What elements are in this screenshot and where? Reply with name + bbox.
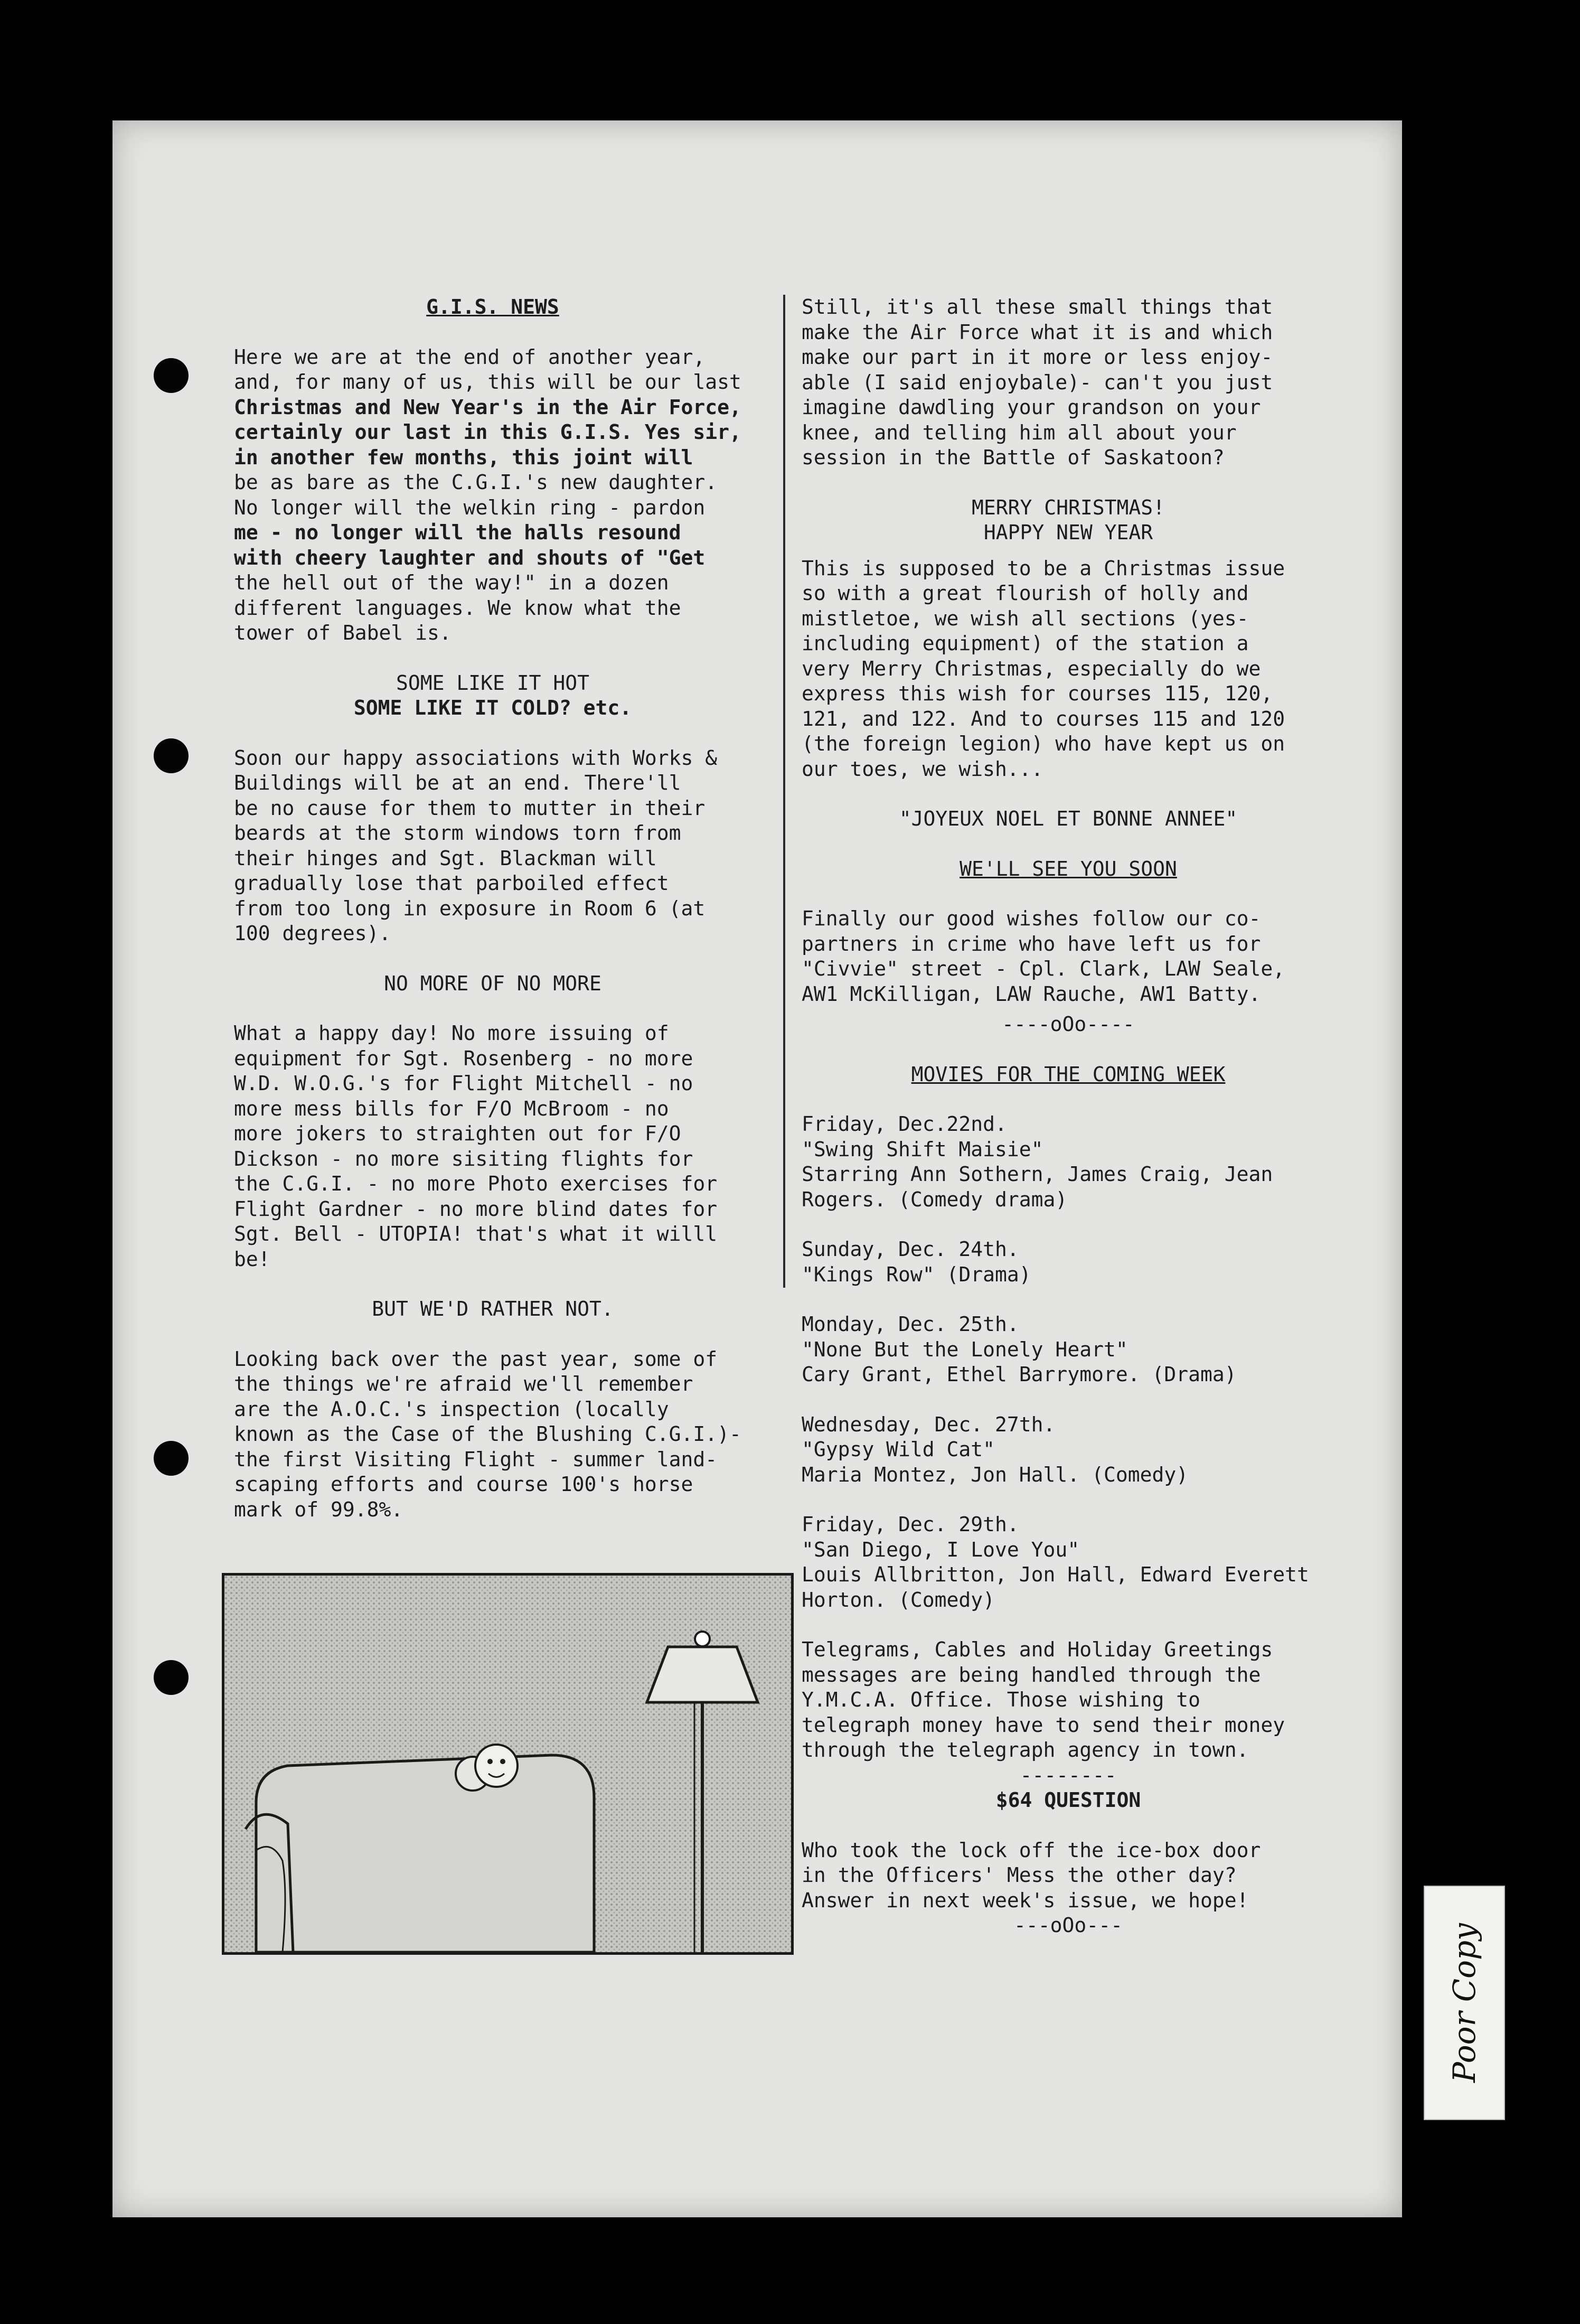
nomore-paragraph: What a happy day! No more issuing of equipment for Sgt. Rosenberg - no more W.D. W.O.G.'s for Flight Mitchell - no more mess bills for F/O McBroom - no more jokers to straighten out for F/O Dickson - no more sisiting flights for the C.G.I. - no more Photo exercises for Flight Gardner - no more blind dates for Sgt. Bell - UTOPIA! that's what it willl be! xyxy=(234,1022,718,1271)
movie-entry: Friday, Dec. 29th. "San Diego, I Love You" Louis Allbritton, Jon Hall, Edward Everett Horton. (Comedy) xyxy=(802,1513,1309,1611)
cartoon-illustration xyxy=(222,1573,794,1955)
xmas-paragraph: This is supposed to be a Christmas issue so with a great flourish of holly and mistletoe, we wish all sections (yes- including equipment) of the station a very Merry Christmas, especially do we express this wish for courses 115, 120, 121, and 122. And to courses 115 and 120 (the foreign legion) who have kept us on our toes, we wish... xyxy=(802,556,1285,781)
still-paragraph: Still, it's all these small things that make the Air Force what it is and which make our part in it more or less enjoy- able (I said enjoybale)- can't you just imagine dawdling your grandson on your knee, and telling him all about your session in the Battle of Saskatoon? xyxy=(802,295,1273,469)
archive-label: Poor Copy xyxy=(1424,1886,1505,2120)
movie-entry: Friday, Dec.22nd. "Swing Shift Maisie" Starring Ann Sothern, James Craig, Jean Rogers. (Comedy drama) xyxy=(802,1112,1273,1211)
rather-heading: BUT WE'D RATHER NOT. xyxy=(372,1297,614,1320)
movie-entry: Monday, Dec. 25th. "None But the Lonely Heart" Cary Grant, Ethel Barrymore. (Drama) xyxy=(802,1313,1237,1386)
movie-entry: Wednesday, Dec. 27th. "Gypsy Wild Cat" Maria Montez, Jon Hall. (Comedy) xyxy=(802,1412,1189,1486)
newsletter-page xyxy=(112,120,1402,2217)
separator: ---oOo--- xyxy=(1014,1914,1123,1937)
question-heading: $64 QUESTION xyxy=(995,1788,1141,1812)
movie-entry: Sunday, Dec. 24th. "Kings Row" (Drama) xyxy=(802,1238,1031,1286)
soon-heading: WE'LL SEE YOU SOON xyxy=(960,857,1177,880)
binder-hole xyxy=(154,738,189,773)
page-title: G.I.S. NEWS xyxy=(426,295,559,318)
merry-heading: MERRY CHRISTMAS! HAPPY NEW YEAR xyxy=(971,495,1165,544)
couch-lamp-drawing xyxy=(224,1576,791,1952)
rather-paragraph: Looking back over the past year, some of the things we're afraid we'll remember are the A.O.C.'s inspection (locally known as the Case of the Blushing C.G.I.)- the first Visiting Flight - summer land- scaping efforts and course 100's horse mark of 99.8%. xyxy=(234,1347,741,1521)
telegram-paragraph: Telegrams, Cables and Holiday Greetings messages are being handled through the Y.M.C.A. Office. Those wishing to telegraph money have to send their money through the telegraph agency in town. xyxy=(802,1638,1285,1761)
left-column xyxy=(234,295,751,1547)
movies-heading: MOVIES FOR THE COMING WEEK xyxy=(911,1062,1226,1086)
binder-hole xyxy=(154,1441,189,1476)
binder-hole xyxy=(154,358,189,393)
rule: -------- xyxy=(1020,1763,1117,1787)
question-paragraph: Who took the lock off the ice-box door in the Officers' Mess the other day? Answer in next week's issue, we hope! xyxy=(802,1838,1261,1912)
right-column xyxy=(802,295,1335,1963)
intro-paragraph: Here we are at the end of another year, and, for many of us, this will be our last Christmas and New Year's in the Air Force, certainly our last in this G.I.S. Yes sir, in another few months, this joint will be as bare as the C.G.I.'s new daughter. No longer will the welkin ring - pardon me - no longer will the halls resound with cheery laughter and shouts of "Get the hell out of the way!" in a dozen different languages. We know what the tower of Babel is. xyxy=(234,345,741,644)
soon-paragraph: Finally our good wishes follow our co- partners in crime who have left us for "Civvie" street - Cpl. Clark, LAW Seale, AW1 McKilligan, LAW Rauche, AW1 Batty. xyxy=(802,907,1285,1006)
hot-paragraph: Soon our happy associations with Works & Buildings will be at an end. There'll be no cause for them to mutter in their beards at the storm windows torn from their hinges and Sgt. Blackman will gradually lose that parboiled effect from too long in exposure in Room 6 (at 100 degrees). xyxy=(234,746,718,945)
joyeux-heading: "JOYEUX NOEL ET BONNE ANNEE" xyxy=(899,807,1238,830)
hot-heading: SOME LIKE IT HOT SOME LIKE IT COLD? etc. xyxy=(353,671,632,719)
column-divider xyxy=(783,295,785,1288)
nomore-heading: NO MORE OF NO MORE xyxy=(384,971,601,995)
separator: ----oOo---- xyxy=(1002,1013,1135,1036)
binder-hole xyxy=(154,1660,189,1695)
